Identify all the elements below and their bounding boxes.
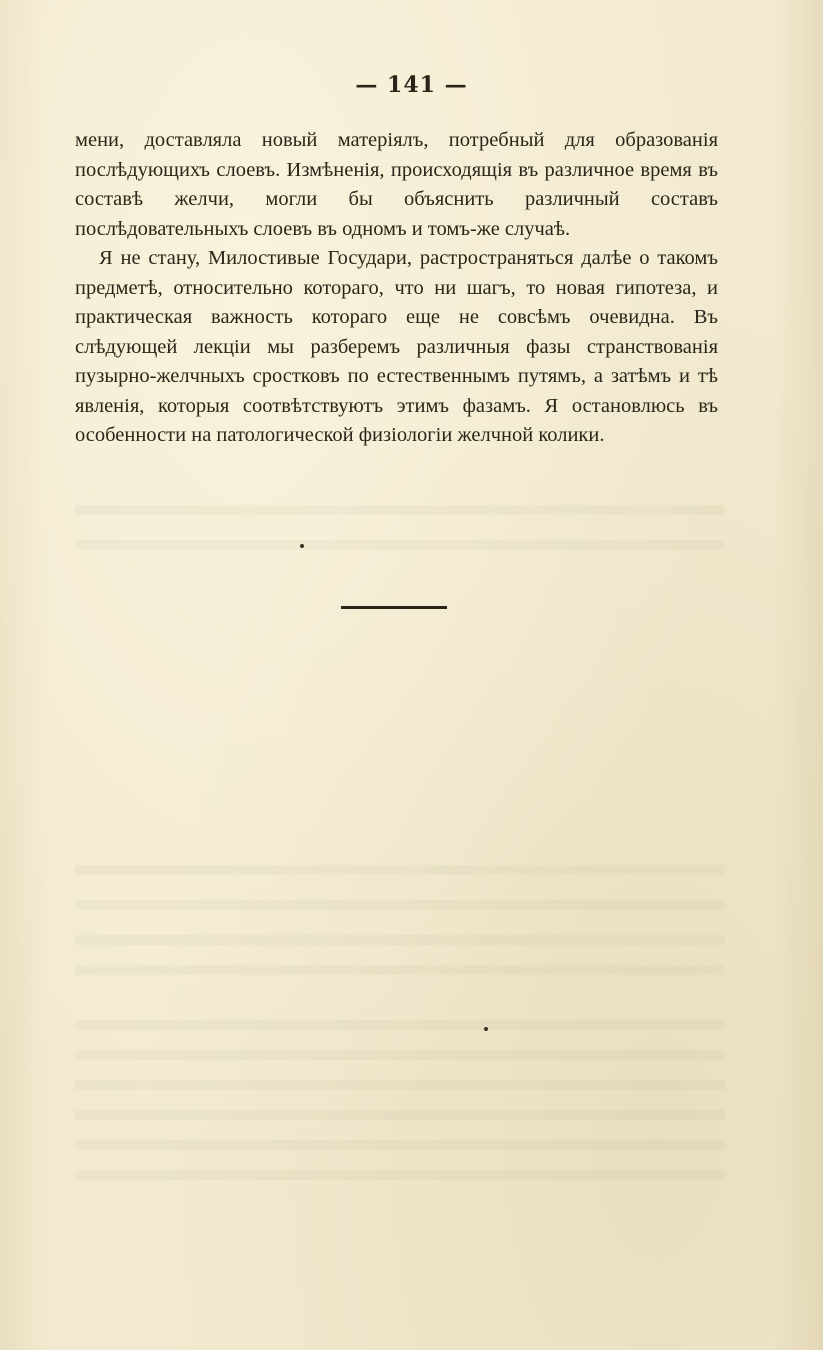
- bleed-through-line: [75, 935, 725, 945]
- bleed-through-line: [75, 1140, 725, 1150]
- bleed-through-line: [75, 900, 725, 910]
- bleed-through-line: [75, 1110, 725, 1120]
- bleed-through-line: [75, 865, 725, 875]
- bleed-through-line: [75, 505, 725, 515]
- page-number: — 141 —: [355, 72, 468, 98]
- bleed-through-line: [75, 1080, 725, 1090]
- paragraph-2: Я не стану, Милостивые Государи, растространяться далѣе о такомъ предметѣ, относительно котораго, что ни шагъ, то новая гипотеза, и практическая важность котораго еще не совсѣмъ очевидна. Въ слѣдующей лекціи мы разберемъ различныя фазы странствованія пузырно-желчныхъ сростковъ по естественнымъ путямъ, а затѣмъ и тѣ явленія, которыя соотвѣтствуютъ этимъ фазамъ. Я остановлюсь въ особенности на патологической физіологіи желчной колики.: [75, 247, 718, 446]
- section-divider-rule: [341, 606, 447, 609]
- bleed-through-line: [75, 1170, 725, 1180]
- bleed-through-line: [75, 540, 725, 550]
- body-text: [75, 126, 718, 451]
- bleed-through-line: [75, 1020, 725, 1030]
- bleed-through-line: [75, 1050, 725, 1060]
- bleed-through-line: [75, 965, 725, 975]
- ink-speck: [300, 544, 304, 548]
- ink-speck: [484, 1027, 488, 1031]
- paragraph-1: мени, доставляла новый матеріялъ, потребный для образованія послѣдующихъ слоевъ. Измѣненія, происходящія въ различное время въ составѣ желчи, могли бы объяснить различный составъ послѣдовательныхъ слоевъ въ одномъ и томъ-же случаѣ.: [75, 129, 718, 240]
